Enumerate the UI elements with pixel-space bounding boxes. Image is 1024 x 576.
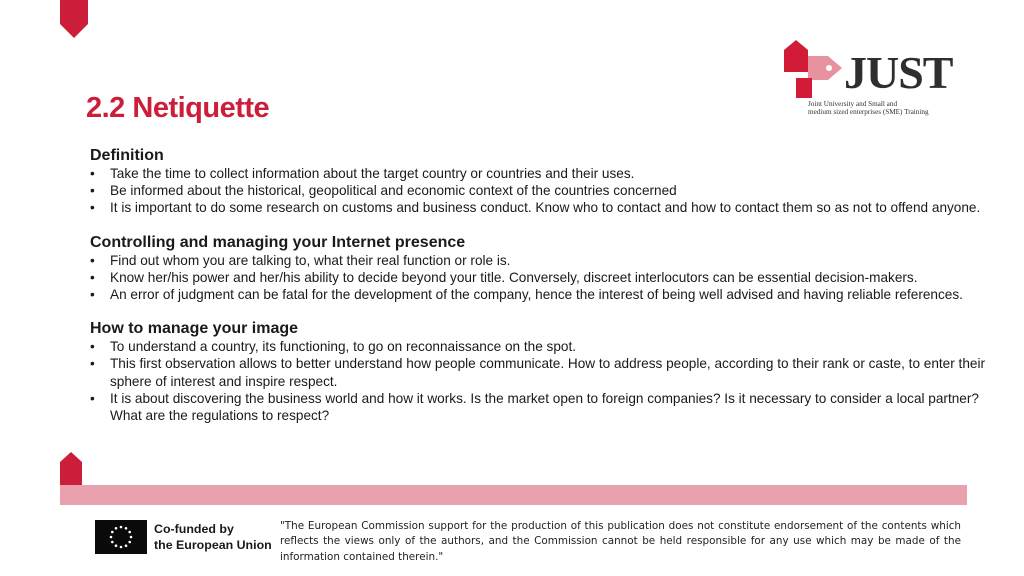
footer-band <box>60 485 967 505</box>
list-item: • Be informed about the historical, geopolitical and economic context of the countries concerned <box>90 182 986 199</box>
logo-tagline-line-1: Joint University and Small and <box>808 100 898 108</box>
section-heading: Controlling and managing your Internet presence <box>90 233 466 251</box>
red-house-marker-icon <box>60 452 82 486</box>
section-heading: How to manage your image <box>90 320 299 338</box>
list-item: • An error of judgment can be fatal for the development of the company, hence the interest of being well advised and having reliable references. <box>90 286 986 303</box>
list-item: • To understand a country, its functioning, to go on reconnaissance on the spot. <box>90 338 986 355</box>
eu-label-line-1: Co-funded by <box>154 522 234 536</box>
list-item: • It is about discovering the business world and how it works. Is the market open to foreign companies? Is it necessary to consider a local partner? What are the regulations to respect? <box>90 390 986 424</box>
section-heading: Definition <box>90 147 164 164</box>
eu-label-line-2: the European Union <box>154 538 272 552</box>
red-pentagon-marker-icon <box>60 0 88 38</box>
list-item: • It is important to do some research on customs and business conduct. Know who to contact and how to contact them so as not to offend anyone. <box>90 199 986 216</box>
list-item: • Know her/his power and her/his ability to decide beyond your title. Conversely, discreet interlocutors can be essential decision-makers. <box>90 269 986 286</box>
bullet-list <box>90 165 986 217</box>
section-internet-presence <box>90 233 986 304</box>
bullet-list <box>90 252 986 304</box>
section-definition <box>90 146 986 217</box>
just-logo <box>782 38 972 120</box>
logo-tagline <box>808 100 978 116</box>
logo-wordmark: JUST <box>844 47 953 98</box>
list-item: • This first observation allows to better understand how people communicate. How to address people, according to their rank or caste, to enter their sphere of interest and inspire respect. <box>90 355 986 389</box>
funding-disclaimer: "The European Commission support for the production of this publication does not constitute endorsement of the contents which reflects the views only of the authors, and the Commission cannot be held responsible for any use which may be made of the information contained therein." <box>280 520 961 563</box>
logo-tagline-line-2: medium sized enterprises (SME) Training <box>808 108 929 116</box>
page-title: 2.2 Netiquette <box>86 92 270 124</box>
eu-cofunded-label <box>154 521 272 553</box>
bullet-list <box>90 338 986 424</box>
eu-flag-icon <box>95 520 147 554</box>
list-item: • Take the time to collect information about the target country or countries and their uses. <box>90 165 986 182</box>
slide-content <box>90 146 986 440</box>
list-item: • Find out whom you are talking to, what their real function or role is. <box>90 252 986 269</box>
section-manage-image <box>90 319 986 424</box>
